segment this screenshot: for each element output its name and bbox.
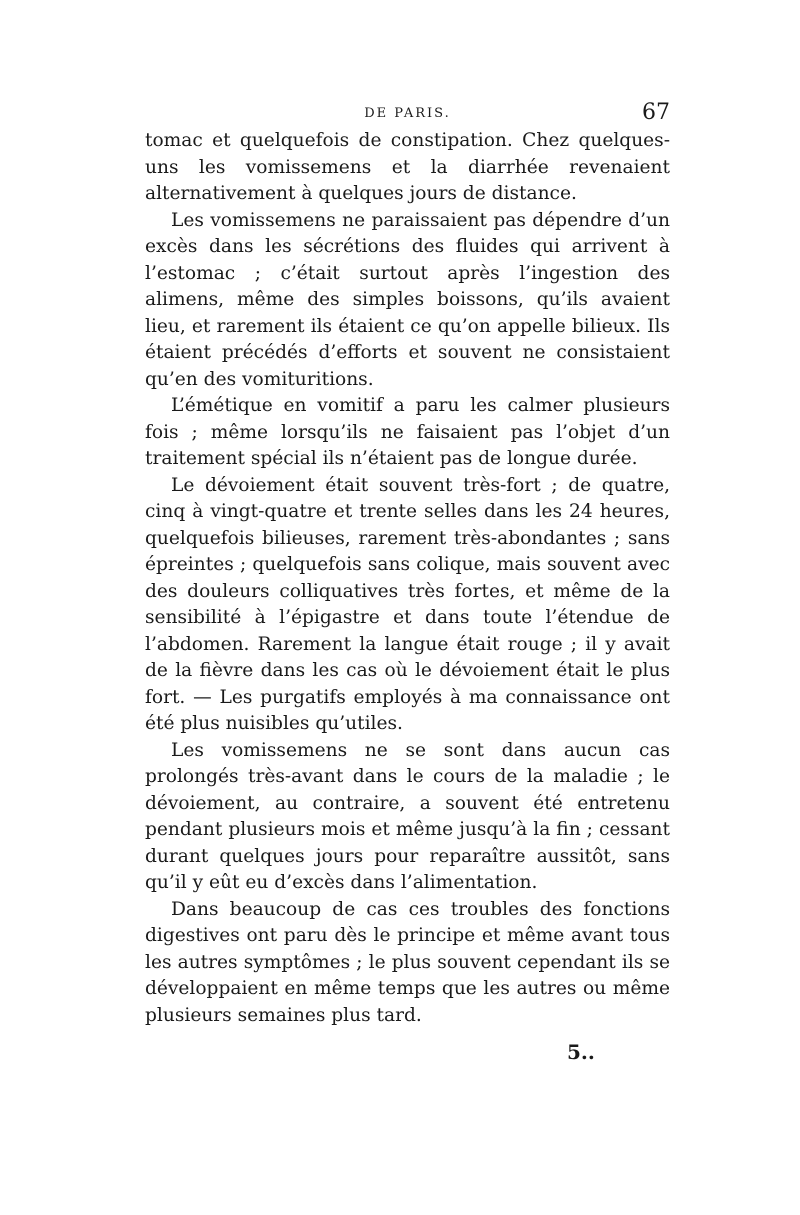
running-head bbox=[145, 100, 670, 128]
paragraph-duree: Les vomissemens ne se sont dans aucun cas prolongés très-avant dans le cours de la maladie ; le dévoiement, au contraire, a souvent été entretenu pendant plusieurs mois et même jusqu’à la fin ; cessant durant quelques jours pour reparaître aussitôt, sans qu’il y eût eu d’excès dans l’alimentation. bbox=[145, 739, 670, 893]
paragraph-continued: tomac et quelquefois de constipation. Chez quelques-uns les vomissemens et la diarrhée revenaient alternativement à quelques jours de distance. bbox=[145, 130, 670, 204]
page-number: 67 bbox=[642, 100, 670, 125]
body-text bbox=[145, 128, 670, 1029]
paragraph-troubles: Dans beaucoup de cas ces troubles des fonctions digestives ont paru dès le principe et même avant tous les autres symptômes ; le plus souvent cependant ils se développaient en même temps que les autres ou même plusieurs semaines plus tard. bbox=[145, 898, 670, 1026]
signature-mark: 5.. bbox=[567, 1040, 595, 1064]
paragraph-devoiement: Le dévoiement était souvent très-fort ; de quatre, cinq à vingt-quatre et trente selles dans les 24 heures, quelquefois bilieuses, rarement très-abondantes ; sans épreintes ; quelquefois sans colique, mais souvent avec des douleurs colliquatives très fortes, et même de la sensibilité à l’épigastre et dans toute l’étendue de l’abdomen. Rarement la langue était rouge ; il y avait de la fièvre dans les cas où le dévoiement était le plus fort. — Les purgatifs employés à ma connaissance ont été plus nuisibles qu’utiles. bbox=[145, 474, 670, 734]
running-head-title: DE PARIS. bbox=[364, 106, 451, 121]
paragraph-vomissemens: Les vomissemens ne paraissaient pas dépendre d’un excès dans les sécrétions des fluides qui arrivent à l’estomac ; c’était surtout après l’ingestion des alimens, même des simples boissons, qu’ils avaient lieu, et rarement ils étaient ce qu’on appelle bilieux. Ils étaient précédés d’efforts et souvent ne consistaient qu’en des vomituritions. bbox=[145, 209, 670, 390]
paragraph-emetique: L’émétique en vomitif a paru les calmer plusieurs fois ; même lorsqu’ils ne faisaient pas l’objet d’un traitement spécial ils n’étaient pas de longue durée. bbox=[145, 395, 670, 469]
